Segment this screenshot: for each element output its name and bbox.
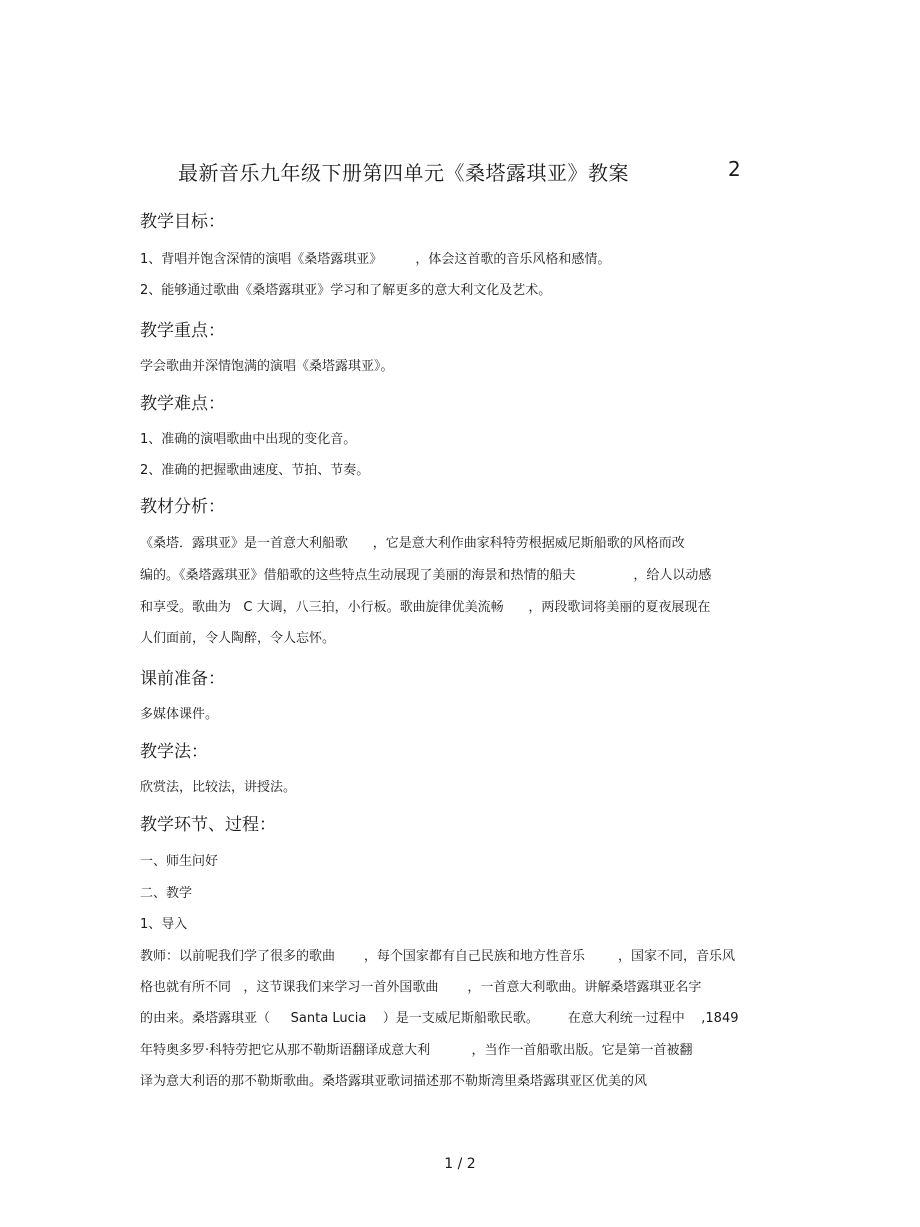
- document-title: 最新音乐九年级下册第四单元《桑塔露琪亚》教案: [178, 161, 629, 185]
- difficulty-item-2: 2、准确的把握歌曲速度、节拍、节奏。: [140, 463, 370, 478]
- heading-teaching-process: 教学环节、过程：: [140, 815, 276, 835]
- analysis-line-1: 《桑塔．露琪亚》是一首意大利船歌 ，它是意大利作曲家科特劳根据威尼斯船歌的风格而改: [140, 536, 685, 551]
- analysis-line-2: 编的。《桑塔露琪亚》借船歌的这些特点生动展现了美丽的海景和热情的船夫 ，给人以动感: [140, 568, 712, 583]
- process-line-4: 年特奥多罗·科特劳把它从那不勒斯语翻译成意大利 ，当作一首船歌出版。它是第一首被翻: [140, 1043, 693, 1058]
- process-line-3: 的由来。桑塔露琪亚（ Santa Lucia ）是一支威尼斯船歌民歌。 在意大利统一过程中 ,1849: [140, 1011, 739, 1026]
- page-number: 1 / 2: [444, 1156, 476, 1172]
- process-step-3: 1、导入: [140, 917, 188, 932]
- heading-preparation: 课前准备：: [140, 669, 225, 689]
- difficulty-item-1: 1、准确的演唱歌曲中出现的变化音。: [140, 432, 357, 447]
- goal-item-2: 2、能够通过歌曲《桑塔露琪亚》学习和了解更多的意大利文化及艺术。: [140, 283, 552, 298]
- process-line-1: 教师：以前呢我们学了很多的歌曲 ，每个国家都有自己民族和地方性音乐 ，国家不同，音乐风: [140, 949, 735, 964]
- methods-text: 欣赏法，比较法，讲授法。: [140, 780, 297, 795]
- analysis-line-4: 人们面前，令人陶醉，令人忘怀。: [140, 631, 336, 646]
- heading-key-points: 教学重点：: [140, 321, 225, 341]
- heading-difficulties: 教学难点：: [140, 394, 225, 414]
- preparation-text: 多媒体课件。: [140, 707, 219, 722]
- document-title-number: 2: [728, 157, 741, 181]
- key-points-text: 学会歌曲并深情饱满的演唱《桑塔露琪亚》。: [140, 359, 394, 374]
- heading-teaching-goals: 教学目标：: [140, 212, 225, 232]
- process-step-1: 一、师生问好: [140, 854, 219, 869]
- heading-material-analysis: 教材分析：: [140, 497, 225, 517]
- heading-teaching-methods: 教学法：: [140, 742, 208, 762]
- analysis-line-3: 和享受。歌曲为 C 大调，八三拍，小行板。歌曲旋律优美流畅 ，两段歌词将美丽的夏夜展现在: [140, 600, 711, 615]
- process-line-5: 译为意大利语的那不勒斯歌曲。桑塔露琪亚歌词描述那不勒斯湾里桑塔露琪亚区优美的风: [140, 1074, 648, 1089]
- process-line-2: 格也就有所不同 ，这节课我们来学习一首外国歌曲 ，一首意大利歌曲。讲解桑塔露琪亚名字: [140, 980, 702, 995]
- process-step-2: 二、教学: [140, 886, 193, 901]
- goal-item-1: 1、背唱并饱含深情的演唱《桑塔露琪亚》 ，体会这首歌的音乐风格和感情。: [140, 252, 611, 267]
